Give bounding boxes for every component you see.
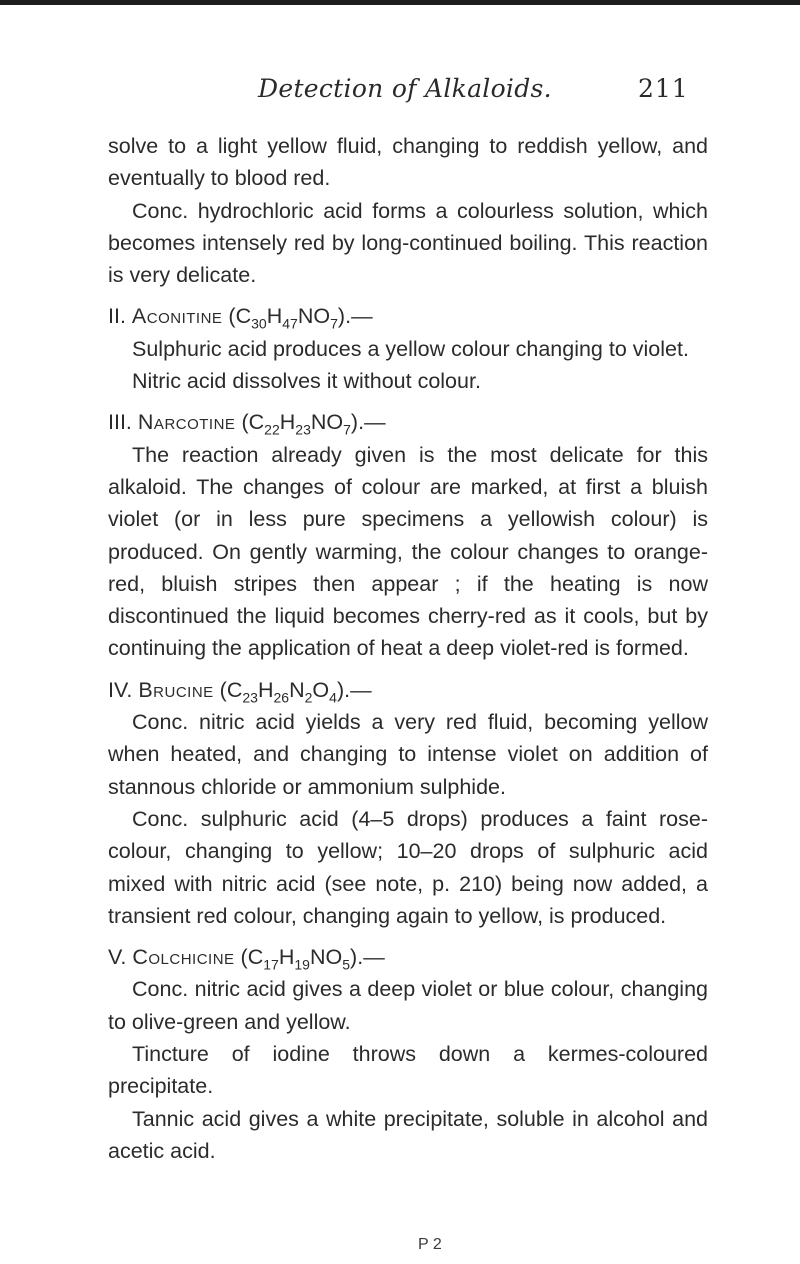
section-heading [108, 300, 708, 332]
section-paragraph: Nitric acid dissolves it without colour. [132, 369, 481, 394]
section-name: Brucine [138, 677, 214, 702]
section-paragraph: The reaction already given is the most delicate for this alkaloid. The changes of colour are marked, at first a bluish violet (or in less pure specimens a yellowish colour) is produced. On gently warming, the colour changes to orange-red, bluish stripes then appear ; if the heating is now discontinued the liquid becomes cherry-red as it cools, but by continuing the application of heat a deep violet-red is formed. [108, 442, 708, 661]
section-heading [108, 406, 708, 438]
running-header [0, 74, 800, 114]
section-formula: $(C_{23}H_{26}N_2O_4).—$ [219, 677, 372, 706]
section-name: Aconitine [131, 304, 223, 329]
top-rule [0, 0, 800, 5]
section-name: Narcotine [137, 410, 236, 435]
section-number: III. [108, 410, 132, 435]
section-formula: $(C_{22}H_{23}NO_7).—$ [241, 410, 386, 438]
page-body [108, 130, 708, 1167]
section-name: Colchicine [132, 945, 235, 970]
section-paragraph: Tincture of iodine throws down a kermes-coloured precipitate. [108, 1042, 708, 1099]
section-formula: $(C_{17}H_{19}NO_5).—$ [240, 945, 385, 973]
section-paragraph: Sulphuric acid produces a yellow colour changing to violet. [132, 336, 689, 361]
section-number: II. [108, 304, 126, 329]
intro-paragraph: solve to a light yellow fluid, changing to reddish yellow, and eventually to blood red. [108, 134, 708, 191]
section-paragraph: Conc. nitric acid yields a very red fluid, becoming yellow when heated, and changing to intense violet on addition of stannous chloride or ammonium sulphide. [108, 710, 708, 799]
section-number: V. [108, 945, 127, 970]
section-heading [108, 941, 708, 973]
section-paragraph: Conc. nitric acid gives a deep violet or blue colour, changing to olive-green and yellow. [108, 977, 708, 1034]
section-heading [108, 674, 708, 706]
intro-paragraph: Conc. hydrochloric acid forms a colourless solution, which becomes intensely red by long-continued boiling. This reaction is very delicate. [108, 198, 708, 288]
signature-mark: P 2 [418, 1236, 442, 1253]
section-paragraph: Tannic acid gives a white precipitate, soluble in alcohol and acetic acid. [108, 1106, 708, 1163]
running-title: Detection of Alkaloids. [258, 74, 552, 103]
section-formula: $(C_{30}H_{47}NO_7).—$ [228, 304, 373, 332]
section-number: IV. [108, 677, 133, 702]
page-number: 211 [638, 74, 689, 103]
section-paragraph: Conc. sulphuric acid (4–5 drops) produces a faint rose-colour, changing to yellow; 10–20 drops of sulphuric acid mixed with nitric acid (see note, p. 210) being now added, a transient red colour, changing again to yellow, is produced. [108, 806, 708, 928]
